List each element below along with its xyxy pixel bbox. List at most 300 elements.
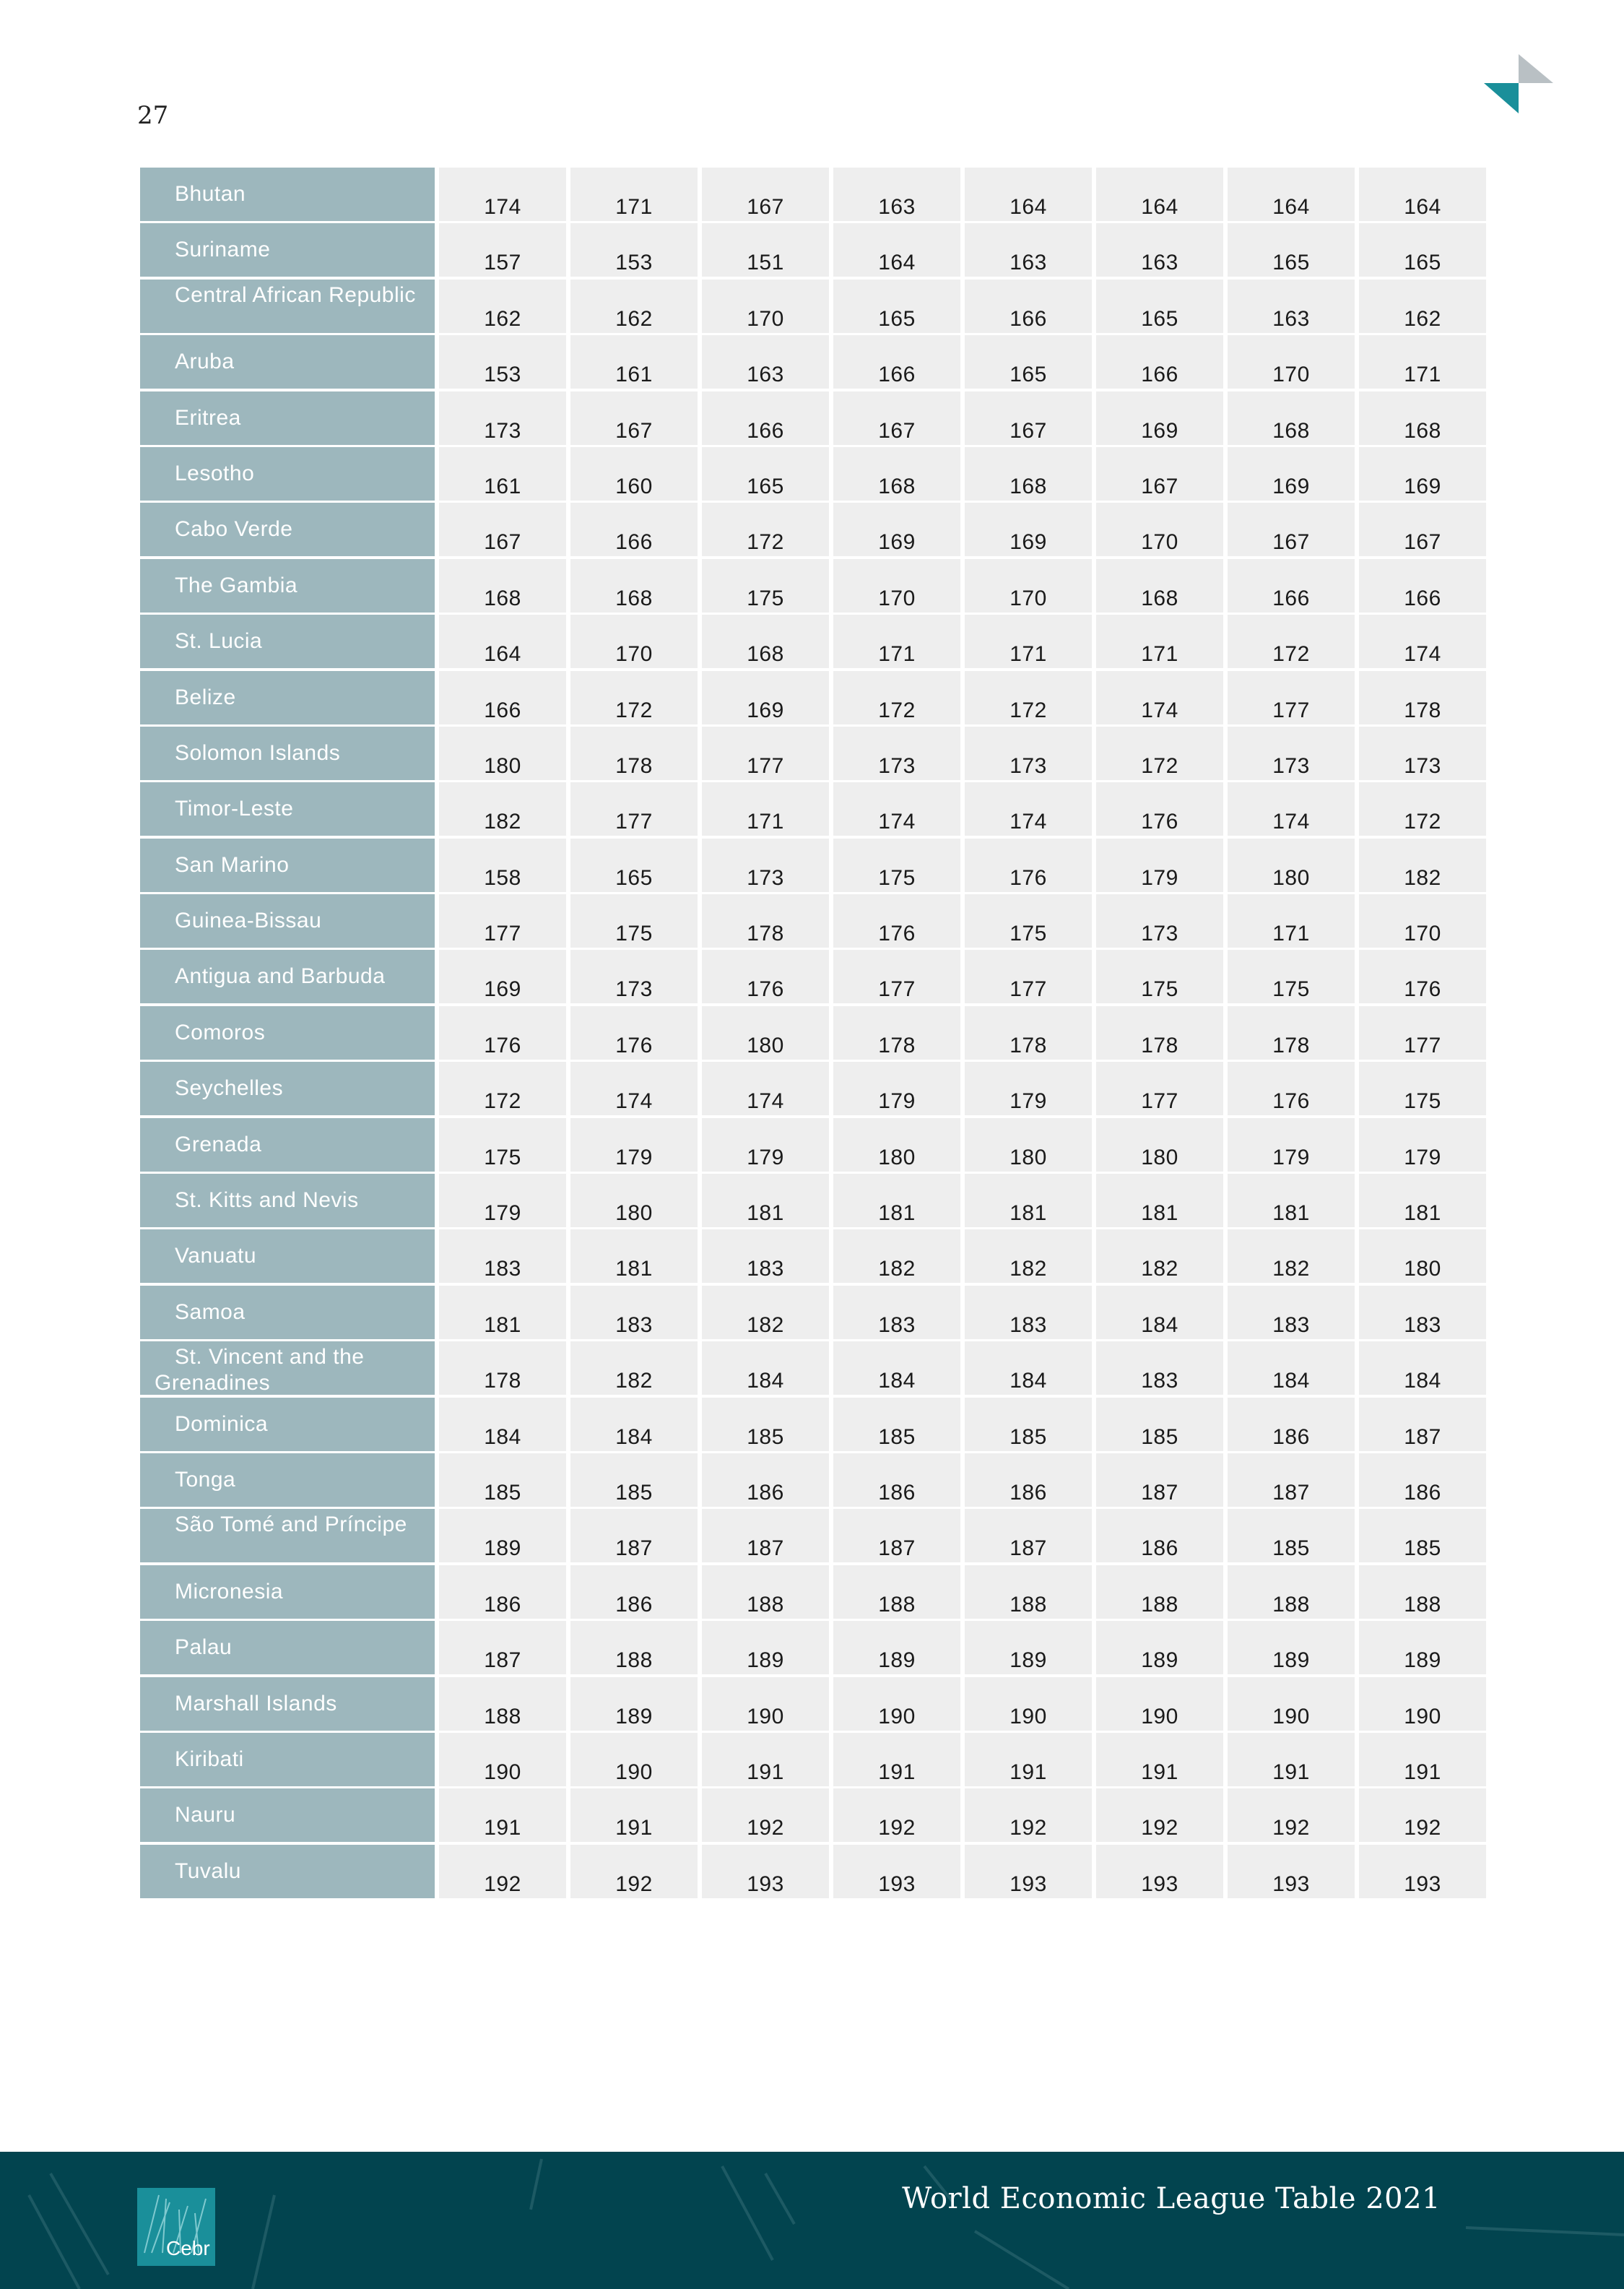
rank-cell: 179 <box>833 1062 960 1115</box>
rank-cell: 172 <box>1359 782 1486 836</box>
country-label: Antigua and Barbuda <box>140 950 435 1003</box>
rank-cell: 157 <box>439 223 566 277</box>
rank-cell: 178 <box>702 894 829 948</box>
rank-cell: 193 <box>965 1845 1092 1898</box>
rank-cell: 169 <box>965 503 1092 556</box>
rank-cell: 182 <box>1096 1229 1223 1283</box>
rank-cell: 177 <box>1228 671 1355 724</box>
rank-cell: 166 <box>702 391 829 445</box>
rank-cell: 171 <box>1096 615 1223 668</box>
table-row <box>140 1677 1485 1731</box>
rank-cell: 192 <box>833 1788 960 1842</box>
rank-cell: 183 <box>965 1286 1092 1339</box>
rank-cell: 177 <box>439 894 566 948</box>
rank-cell: 185 <box>1096 1398 1223 1451</box>
rank-cell: 174 <box>702 1062 829 1115</box>
rank-cell: 169 <box>702 671 829 724</box>
rank-cell: 178 <box>439 1341 566 1395</box>
country-label: Comoros <box>140 1006 435 1060</box>
rank-cell: 172 <box>439 1062 566 1115</box>
rank-cell: 188 <box>965 1565 1092 1619</box>
rank-cell: 189 <box>965 1621 1092 1674</box>
table-row <box>140 894 1485 948</box>
country-label: Marshall Islands <box>140 1677 435 1731</box>
rank-cell: 160 <box>570 447 698 501</box>
rank-cell: 186 <box>1228 1398 1355 1451</box>
rank-cell: 174 <box>1228 782 1355 836</box>
rank-cell: 178 <box>965 1006 1092 1060</box>
table-row <box>140 559 1485 613</box>
rank-cell: 167 <box>439 503 566 556</box>
rank-cell: 161 <box>570 335 698 389</box>
rank-cell: 174 <box>965 782 1092 836</box>
rank-cell: 189 <box>570 1677 698 1731</box>
country-label: Grenada <box>140 1118 435 1172</box>
rank-cell: 187 <box>965 1509 1092 1562</box>
rank-cell: 189 <box>833 1621 960 1674</box>
country-label: Belize <box>140 671 435 724</box>
country-label: Samoa <box>140 1286 435 1339</box>
rank-cell: 186 <box>833 1453 960 1507</box>
rank-cell: 192 <box>1228 1788 1355 1842</box>
rank-cell: 182 <box>1228 1229 1355 1283</box>
table-row <box>140 671 1485 724</box>
rank-cell: 168 <box>1228 391 1355 445</box>
rank-cell: 186 <box>570 1565 698 1619</box>
page-number: 27 <box>137 101 169 130</box>
rank-cell: 176 <box>570 1006 698 1060</box>
rank-cell: 171 <box>570 168 698 221</box>
country-label: St. Kitts and Nevis <box>140 1174 435 1227</box>
table-row <box>140 615 1485 668</box>
rank-cell: 171 <box>1228 894 1355 948</box>
rank-cell: 166 <box>570 503 698 556</box>
rank-cell: 163 <box>833 168 960 221</box>
rank-cell: 185 <box>1359 1509 1486 1562</box>
country-label: Dominica <box>140 1398 435 1451</box>
rank-cell: 172 <box>965 671 1092 724</box>
country-label: Timor-Leste <box>140 782 435 836</box>
country-label: Vanuatu <box>140 1229 435 1283</box>
cebr-logo-text: Cebr <box>166 2237 210 2259</box>
rank-cell: 186 <box>1359 1453 1486 1507</box>
rank-cell: 172 <box>833 671 960 724</box>
rank-cell: 181 <box>1359 1174 1486 1227</box>
table-row <box>140 1286 1485 1339</box>
country-label: Seychelles <box>140 1062 435 1115</box>
rank-cell: 170 <box>965 559 1092 613</box>
rank-cell: 183 <box>439 1229 566 1283</box>
rank-cell: 188 <box>1228 1565 1355 1619</box>
rank-cell: 181 <box>439 1286 566 1339</box>
rank-cell: 179 <box>1359 1118 1486 1172</box>
table-row <box>140 1398 1485 1451</box>
rank-cell: 167 <box>1228 503 1355 556</box>
rank-cell: 164 <box>833 223 960 277</box>
rank-cell: 170 <box>1359 894 1486 948</box>
rank-cell: 192 <box>702 1788 829 1842</box>
rank-cell: 180 <box>439 727 566 780</box>
rank-cell: 179 <box>570 1118 698 1172</box>
rank-cell: 168 <box>1359 391 1486 445</box>
rank-cell: 174 <box>833 782 960 836</box>
footer <box>0 2152 1624 2289</box>
rank-cell: 175 <box>1096 950 1223 1003</box>
rank-cell: 187 <box>1096 1453 1223 1507</box>
table-row <box>140 1341 1485 1395</box>
rank-cell: 187 <box>570 1509 698 1562</box>
rank-cell: 166 <box>1096 335 1223 389</box>
rank-cell: 168 <box>1096 559 1223 613</box>
rank-cell: 175 <box>1228 950 1355 1003</box>
table-row <box>140 839 1485 892</box>
table-row <box>140 1733 1485 1786</box>
rank-cell: 192 <box>570 1845 698 1898</box>
corner-logo-icon <box>1484 54 1553 113</box>
rank-cell: 185 <box>702 1398 829 1451</box>
table-row <box>140 391 1485 445</box>
rank-cell: 183 <box>702 1229 829 1283</box>
rank-cell: 182 <box>702 1286 829 1339</box>
rank-cell: 169 <box>439 950 566 1003</box>
table-row <box>140 335 1485 389</box>
rank-cell: 162 <box>570 280 698 333</box>
rank-cell: 180 <box>833 1118 960 1172</box>
rank-cell: 167 <box>965 391 1092 445</box>
rank-cell: 167 <box>702 168 829 221</box>
table-row <box>140 1845 1485 1898</box>
rank-cell: 177 <box>833 950 960 1003</box>
rank-cell: 178 <box>1228 1006 1355 1060</box>
rank-cell: 175 <box>439 1118 566 1172</box>
rank-cell: 184 <box>570 1398 698 1451</box>
rank-cell: 179 <box>702 1118 829 1172</box>
country-label: Cabo Verde <box>140 503 435 556</box>
table-row <box>140 447 1485 501</box>
rank-cell: 184 <box>439 1398 566 1451</box>
table-row <box>140 1453 1485 1507</box>
rank-cell: 176 <box>1359 950 1486 1003</box>
rank-cell: 191 <box>965 1733 1092 1786</box>
rank-cell: 168 <box>702 615 829 668</box>
rank-cell: 153 <box>570 223 698 277</box>
rank-cell: 189 <box>702 1621 829 1674</box>
ranking-table <box>140 168 1485 1900</box>
rank-cell: 163 <box>1228 280 1355 333</box>
rank-cell: 190 <box>570 1733 698 1786</box>
rank-cell: 190 <box>965 1677 1092 1731</box>
footer-decoration <box>0 2152 1624 2289</box>
rank-cell: 187 <box>1359 1398 1486 1451</box>
rank-cell: 165 <box>1228 223 1355 277</box>
rank-cell: 172 <box>1228 615 1355 668</box>
rank-cell: 171 <box>1359 335 1486 389</box>
country-label: Eritrea <box>140 391 435 445</box>
rank-cell: 165 <box>1096 280 1223 333</box>
rank-cell: 179 <box>1096 839 1223 892</box>
rank-cell: 186 <box>702 1453 829 1507</box>
rank-cell: 175 <box>965 894 1092 948</box>
rank-cell: 190 <box>439 1733 566 1786</box>
rank-cell: 181 <box>702 1174 829 1227</box>
rank-cell: 151 <box>702 223 829 277</box>
rank-cell: 153 <box>439 335 566 389</box>
rank-cell: 189 <box>439 1509 566 1562</box>
rank-cell: 165 <box>833 280 960 333</box>
table-row <box>140 727 1485 780</box>
rank-cell: 173 <box>702 839 829 892</box>
rank-cell: 182 <box>570 1341 698 1395</box>
rank-cell: 180 <box>1359 1229 1486 1283</box>
rank-cell: 167 <box>1096 447 1223 501</box>
rank-cell: 163 <box>965 223 1092 277</box>
rank-cell: 165 <box>702 447 829 501</box>
rank-cell: 174 <box>1096 671 1223 724</box>
rank-cell: 177 <box>570 782 698 836</box>
rank-cell: 173 <box>1228 727 1355 780</box>
country-label: St. Vincent and the Grenadines <box>140 1341 435 1395</box>
rank-cell: 170 <box>833 559 960 613</box>
rank-cell: 179 <box>1228 1118 1355 1172</box>
rank-cell: 162 <box>1359 280 1486 333</box>
rank-cell: 167 <box>1359 503 1486 556</box>
rank-cell: 188 <box>833 1565 960 1619</box>
rank-cell: 191 <box>1228 1733 1355 1786</box>
rank-cell: 189 <box>1096 1621 1223 1674</box>
country-label: Tuvalu <box>140 1845 435 1898</box>
rank-cell: 169 <box>1096 391 1223 445</box>
rank-cell: 188 <box>439 1677 566 1731</box>
rank-cell: 188 <box>1359 1565 1486 1619</box>
rank-cell: 174 <box>439 168 566 221</box>
rank-cell: 182 <box>439 782 566 836</box>
rank-cell: 182 <box>833 1229 960 1283</box>
rank-cell: 178 <box>833 1006 960 1060</box>
rank-cell: 177 <box>1096 1062 1223 1115</box>
rank-cell: 173 <box>439 391 566 445</box>
rank-cell: 173 <box>1096 894 1223 948</box>
rank-cell: 186 <box>439 1565 566 1619</box>
rank-cell: 166 <box>1228 559 1355 613</box>
rank-cell: 190 <box>1359 1677 1486 1731</box>
rank-cell: 162 <box>439 280 566 333</box>
rank-cell: 183 <box>833 1286 960 1339</box>
rank-cell: 190 <box>702 1677 829 1731</box>
rank-cell: 174 <box>1359 615 1486 668</box>
rank-cell: 193 <box>833 1845 960 1898</box>
country-label: San Marino <box>140 839 435 892</box>
rank-cell: 165 <box>1359 223 1486 277</box>
rank-cell: 164 <box>965 168 1092 221</box>
rank-cell: 166 <box>1359 559 1486 613</box>
rank-cell: 188 <box>1096 1565 1223 1619</box>
rank-cell: 179 <box>965 1062 1092 1115</box>
country-label: The Gambia <box>140 559 435 613</box>
country-label: Bhutan <box>140 168 435 221</box>
country-label: Guinea-Bissau <box>140 894 435 948</box>
country-label: Palau <box>140 1621 435 1674</box>
rank-cell: 163 <box>1096 223 1223 277</box>
rank-cell: 171 <box>965 615 1092 668</box>
rank-cell: 186 <box>1096 1509 1223 1562</box>
rank-cell: 176 <box>965 839 1092 892</box>
country-label: Central African Republic <box>140 280 435 333</box>
rank-cell: 175 <box>833 839 960 892</box>
rank-cell: 181 <box>1228 1174 1355 1227</box>
rank-cell: 184 <box>1096 1286 1223 1339</box>
rank-cell: 193 <box>1359 1845 1486 1898</box>
table-row <box>140 168 1485 221</box>
footer-title: World Economic League Table 2021 <box>902 2182 1441 2215</box>
table-row <box>140 1006 1485 1060</box>
rank-cell: 173 <box>1359 727 1486 780</box>
table-row <box>140 1062 1485 1115</box>
rank-cell: 172 <box>702 503 829 556</box>
rank-cell: 166 <box>965 280 1092 333</box>
rank-cell: 174 <box>570 1062 698 1115</box>
rank-cell: 192 <box>1359 1788 1486 1842</box>
country-label: Aruba <box>140 335 435 389</box>
rank-cell: 184 <box>1228 1341 1355 1395</box>
rank-cell: 171 <box>702 782 829 836</box>
table-row <box>140 1118 1485 1172</box>
rank-cell: 190 <box>1096 1677 1223 1731</box>
rank-cell: 192 <box>1096 1788 1223 1842</box>
rank-cell: 185 <box>570 1453 698 1507</box>
country-label: Nauru <box>140 1788 435 1842</box>
rank-cell: 164 <box>1228 168 1355 221</box>
rank-cell: 184 <box>833 1341 960 1395</box>
rank-cell: 181 <box>570 1229 698 1283</box>
country-label: St. Lucia <box>140 615 435 668</box>
rank-cell: 168 <box>570 559 698 613</box>
rank-cell: 163 <box>702 335 829 389</box>
rank-cell: 190 <box>833 1677 960 1731</box>
rank-cell: 172 <box>570 671 698 724</box>
rank-cell: 181 <box>833 1174 960 1227</box>
rank-cell: 191 <box>1096 1733 1223 1786</box>
rank-cell: 192 <box>439 1845 566 1898</box>
table-row <box>140 503 1485 556</box>
rank-cell: 183 <box>1228 1286 1355 1339</box>
rank-cell: 175 <box>1359 1062 1486 1115</box>
rank-cell: 185 <box>439 1453 566 1507</box>
rank-cell: 182 <box>1359 839 1486 892</box>
rank-cell: 170 <box>1096 503 1223 556</box>
rank-cell: 167 <box>833 391 960 445</box>
rank-cell: 169 <box>1228 447 1355 501</box>
rank-cell: 188 <box>570 1621 698 1674</box>
rank-cell: 184 <box>1359 1341 1486 1395</box>
rank-cell: 175 <box>570 894 698 948</box>
country-label: Micronesia <box>140 1565 435 1619</box>
table-row <box>140 1621 1485 1674</box>
country-label: Tonga <box>140 1453 435 1507</box>
rank-cell: 161 <box>439 447 566 501</box>
rank-cell: 180 <box>965 1118 1092 1172</box>
rank-cell: 176 <box>1096 782 1223 836</box>
rank-cell: 187 <box>439 1621 566 1674</box>
rank-cell: 182 <box>965 1229 1092 1283</box>
rank-cell: 173 <box>833 727 960 780</box>
rank-cell: 172 <box>1096 727 1223 780</box>
rank-cell: 170 <box>1228 335 1355 389</box>
rank-cell: 168 <box>439 559 566 613</box>
rank-cell: 177 <box>1359 1006 1486 1060</box>
rank-cell: 169 <box>1359 447 1486 501</box>
rank-cell: 183 <box>1359 1286 1486 1339</box>
rank-cell: 191 <box>570 1788 698 1842</box>
rank-cell: 186 <box>965 1453 1092 1507</box>
rank-cell: 178 <box>1096 1006 1223 1060</box>
rank-cell: 188 <box>702 1565 829 1619</box>
rank-cell: 170 <box>570 615 698 668</box>
rank-cell: 181 <box>1096 1174 1223 1227</box>
rank-cell: 164 <box>1096 168 1223 221</box>
rank-cell: 185 <box>965 1398 1092 1451</box>
rank-cell: 185 <box>833 1398 960 1451</box>
country-label: Suriname <box>140 223 435 277</box>
rank-cell: 178 <box>1359 671 1486 724</box>
table-row <box>140 223 1485 277</box>
rank-cell: 175 <box>702 559 829 613</box>
rank-cell: 180 <box>1228 839 1355 892</box>
rank-cell: 189 <box>1228 1621 1355 1674</box>
country-label: Lesotho <box>140 447 435 501</box>
rank-cell: 180 <box>570 1174 698 1227</box>
rank-cell: 191 <box>1359 1733 1486 1786</box>
rank-cell: 193 <box>1228 1845 1355 1898</box>
table-row <box>140 782 1485 836</box>
table-row <box>140 1174 1485 1227</box>
rank-cell: 191 <box>702 1733 829 1786</box>
rank-cell: 168 <box>833 447 960 501</box>
rank-cell: 191 <box>833 1733 960 1786</box>
rank-cell: 173 <box>965 727 1092 780</box>
rank-cell: 179 <box>439 1174 566 1227</box>
country-label: Solomon Islands <box>140 727 435 780</box>
table-row <box>140 1509 1485 1562</box>
rank-cell: 158 <box>439 839 566 892</box>
rank-cell: 177 <box>702 727 829 780</box>
rank-cell: 184 <box>702 1341 829 1395</box>
rank-cell: 166 <box>439 671 566 724</box>
table-row <box>140 280 1485 333</box>
rank-cell: 176 <box>439 1006 566 1060</box>
rank-cell: 164 <box>439 615 566 668</box>
rank-cell: 165 <box>965 335 1092 389</box>
rank-cell: 183 <box>570 1286 698 1339</box>
rank-cell: 192 <box>965 1788 1092 1842</box>
table-row <box>140 1229 1485 1283</box>
rank-cell: 167 <box>570 391 698 445</box>
rank-cell: 180 <box>702 1006 829 1060</box>
rank-cell: 193 <box>702 1845 829 1898</box>
rank-cell: 181 <box>965 1174 1092 1227</box>
table-row <box>140 1788 1485 1842</box>
rank-cell: 184 <box>965 1341 1092 1395</box>
rank-cell: 176 <box>833 894 960 948</box>
rank-cell: 169 <box>833 503 960 556</box>
rank-cell: 176 <box>702 950 829 1003</box>
rank-cell: 165 <box>570 839 698 892</box>
rank-cell: 164 <box>1359 168 1486 221</box>
rank-cell: 191 <box>439 1788 566 1842</box>
rank-cell: 177 <box>965 950 1092 1003</box>
rank-cell: 166 <box>833 335 960 389</box>
rank-cell: 178 <box>570 727 698 780</box>
rank-cell: 176 <box>1228 1062 1355 1115</box>
